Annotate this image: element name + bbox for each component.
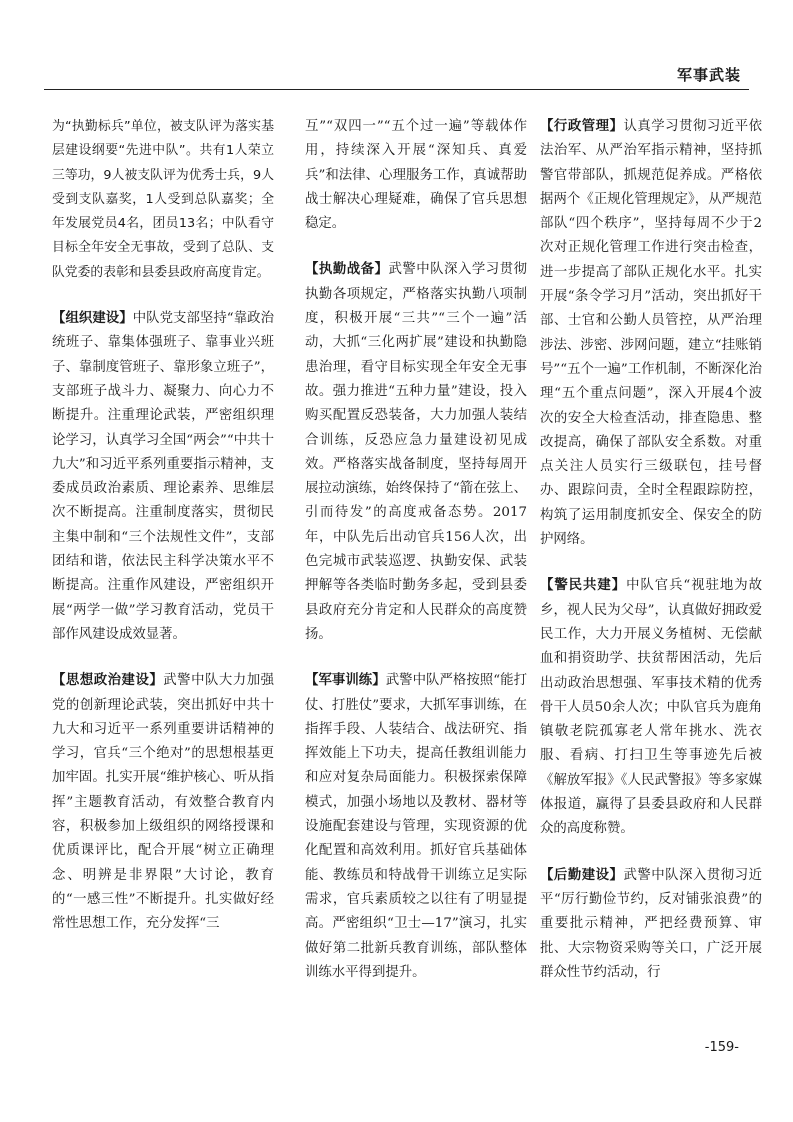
page-number: -159- [704, 1040, 739, 1055]
section-political [52, 669, 274, 936]
training-heading: 【军事训练】 [305, 673, 386, 689]
political-body: 武警中队大力加强党的创新理论武装，突出抓好中共十九大和习近平一系列重要讲话精神的学习，官兵“三个绝对”的思想根基更加牢固。扎实开展“维护核心、听从指挥”主题教育活动，有效整合教育内容，积极参加上级组织的网络授课和优质课评比，配合开展“树立正确理念、明辨是非界限”大讨论，教育的“一感三性”不断提升。扎实做好经常性思想工作，充分发挥“三 [52, 673, 274, 932]
logistics-body: 武警中队深入贯彻习近平“厉行勤俭节约，反对铺张浪费”的重要批示精神，严把经费预算、审批、大宗物资采购等关口，广泛开展群众性节约活动，行 [540, 867, 762, 980]
intro-paragraph: 为“执勤标兵”单位，被支队评为落实基层建设纲要“先进中队”。共有1人荣立三等功，9人被支队评为优秀士兵，9人受到支队嘉奖，1人受到总队嘉奖；全年发展党员4名，团员13名；中队看守目标全年安全无事故，受到了总队、支队党委的表彰和县委县政府高度肯定。 [52, 119, 274, 280]
logistics-heading: 【后勤建设】 [540, 867, 624, 883]
training-body: 武警中队严格按照“能打仗、打胜仗”要求，大抓军事训练，在指挥手段、人装结合、战法研究、指挥效能上下功夫，提高任教组训能力和应对复杂局面能力。积极探索保障模式，加强小场地以及教材、器材等设施配套建设与管理，实现资源的优化配置和高效利用。抓好官兵基础体能、教练员和特战骨干训练立足实际需求，官兵素质较之以往有了明显提高。严密组织“卫士—17”演习，扎实做好第二批新兵教育训练，部队整体训练水平得到提升。 [305, 673, 527, 980]
organization-heading: 【组织建设】 [52, 311, 133, 327]
column-3 [540, 115, 762, 1025]
political-continued: 互”“双四一”“五个过一遍”等载体作用，持续深入开展“深知兵、真爱兵”和法律、心理服务工作，真诚帮助战士解决心理疑难，确保了官兵思想稳定。 [305, 119, 527, 232]
civil-heading: 【警民共建】 [540, 578, 627, 594]
section-training [305, 669, 527, 985]
section-civil [540, 574, 762, 841]
column-2 [305, 115, 527, 1025]
duty-heading: 【执勤战备】 [305, 262, 389, 278]
admin-heading: 【行政管理】 [540, 119, 624, 134]
section-duty [305, 258, 527, 647]
section-logistics [540, 864, 762, 985]
column-1 [52, 115, 274, 1025]
section-title: 军事武装 [676, 66, 741, 84]
section-organization [52, 307, 274, 647]
admin-body: 认真学习贯彻习近平依法治军、从严治军指示精神，坚持抓警官带部队，抓规范促养成。严格依据两个《正规化管理规定》，从严规范部队“四个秩序”，坚持每周不少于2次对正规化管理工作进行突击检查，进一步提高了部队正规化水平。扎实开展“条令学习月”活动，突出抓好干部、士官和公勤人员管控，从严治理涉法、涉密、涉网问题，建立“挂账销号”“五个一遍”工作机制，不断深化治理“五个重点问题”，深入开展4个波次的安全大检查活动，排查隐患、整改提高，确保了部队安全系数。对重点关注人员实行三级联包，挂号督办、跟踪问责，全时全程跟踪防控，构筑了运用制度抓安全、保安全的防护网络。 [540, 119, 762, 548]
political-heading: 【思想政治建设】 [52, 673, 164, 689]
section-admin [540, 115, 762, 552]
duty-body: 武警中队深入学习贯彻执勤各项规定，严格落实执勤八项制度，积极开展“三共”“三个一遍”活动，大抓“三化两扩展”建设和执勤隐患治理，看守目标实现全年安全无事故。强力推进“五种力量”建设，投入购买配置反恐装备，大力加强人装结合训练，反恐应急力量建设初见成效。严格落实战备制度，坚持每周开展拉动演练，始终保持了“箭在弦上、引而待发”的高度戒备态势。2017年，中队先后出动官兵156人次，出色完城市武装巡逻、执勤安保、武装押解等各类临时勤务多起，受到县委县政府充分肯定和人民群众的高度赞扬。 [305, 262, 527, 642]
civil-body: 中队官兵“视驻地为故乡，视人民为父母”，认真做好拥政爱民工作，大力开展义务植树、无偿献血和捐资助学、扶贫帮困活动，先后出动政治思想强、军事技术精的优秀骨干人员50余人次；中队官兵为鹿角镇敬老院孤寡老人常年挑水、洗衣服、看病、打扫卫生等事迹先后被《解放军报》《人民武警报》等多家媒体报道，赢得了县委县政府和人民群众的高度称赞。 [540, 578, 762, 837]
organization-body: 中队党支部坚持“靠政治统班子、靠集体强班子、靠事业兴班子、靠制度管班子、靠形象立班子”，支部班子战斗力、凝聚力、向心力不断提升。注重理论武装，严密组织理论学习，认真学习全国“两会”“中共十九大”和习近平系列重要指示精神，支委成员政治素质、理论素养、思维层次不断提高。注重制度落实，贯彻民主集中制和“三个法规性文件”，支部团结和谐，依法民主科学决策水平不断提高。注重作风建设，严密组织开展“两学一做”学习教育活动，党员干部作风建设成效显著。 [52, 311, 274, 642]
header-divider [44, 89, 749, 90]
